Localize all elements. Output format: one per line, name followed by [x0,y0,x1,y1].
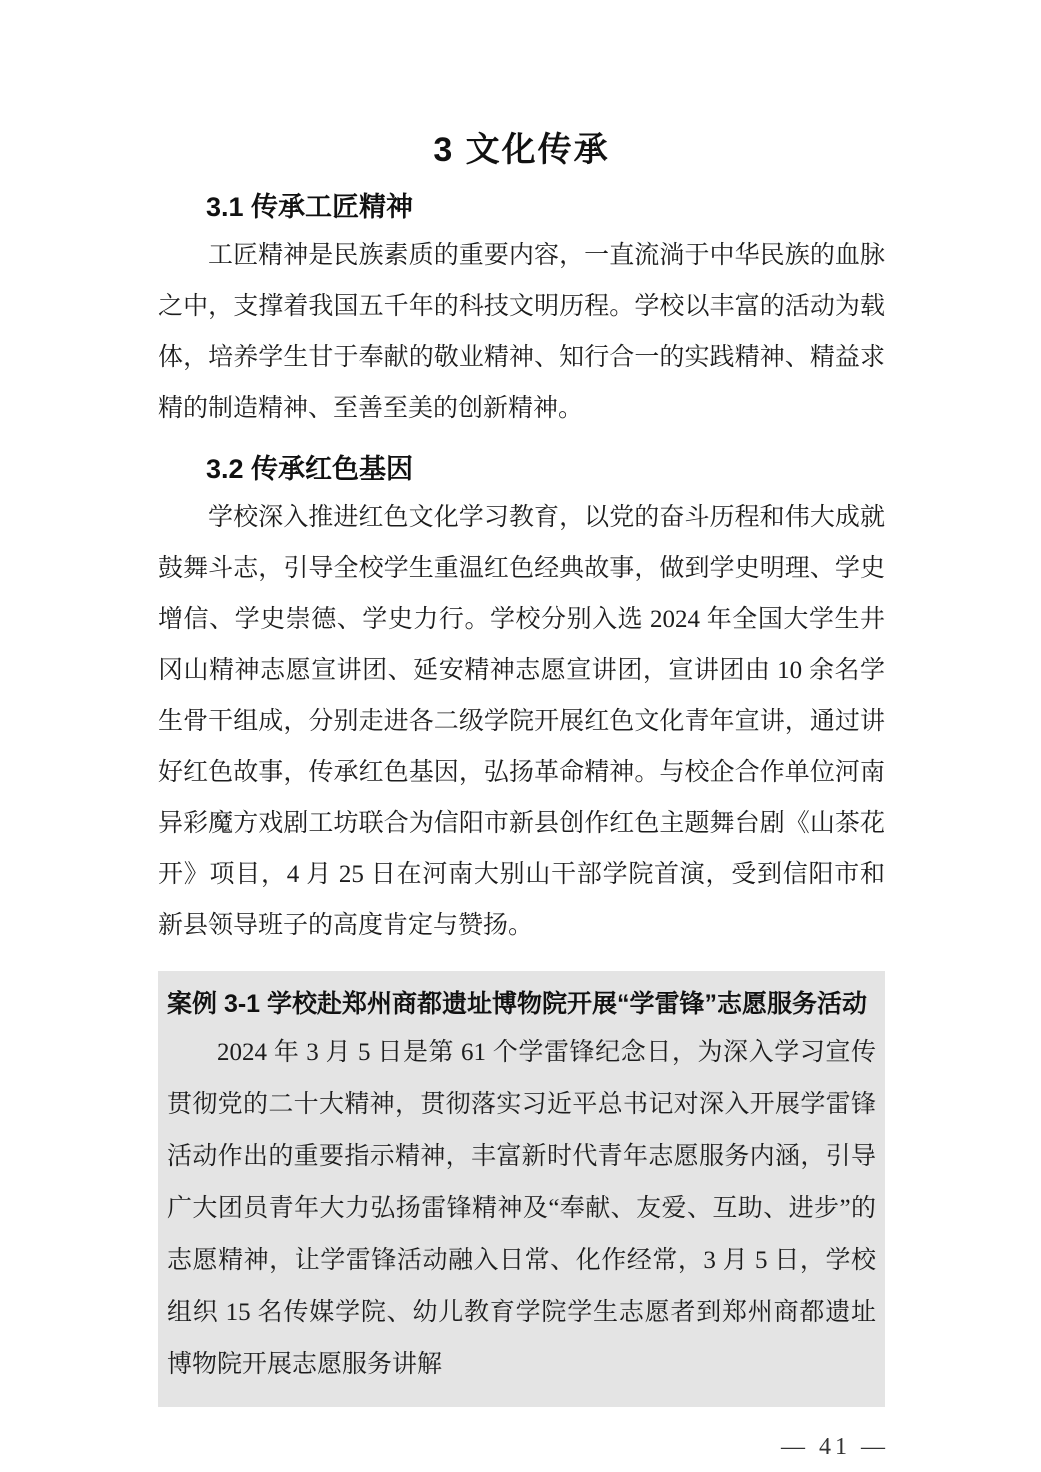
case-study-heading: 案例 3-1 学校赴郑州商都遗址博物院开展“学雷锋”志愿服务活动 [167,990,868,1018]
section-heading-3-2: 3.2 传承红色基因 [206,454,414,484]
section-3-2-paragraph: 学校深入推进红色文化学习教育，以党的奋斗历程和伟大成就鼓舞斗志，引导全校学生重温红色经典故事，做到学史明理、学史增信、学史崇德、学史力行。学校分别入选 2024 年全国大学生井冈山精神志愿宣讲团、延安精神志愿宣讲团，宣讲团由 10 余名学生骨干组成，分别走进各二级学院开展红色文化青年宣讲，通过讲好红色故事，传承红色基因，弘扬革命精神。与校企合作单位河南异彩魔方戏剧工坊联合为信阳市新县创作红色主题舞台剧《山茶花开》项目，4 月 25 日在河南大别山干部学院首演，受到信阳市和新县领导班子的高度肯定与赞扬。 [158,504,885,939]
chapter-title: 3 文化传承 [433,131,610,169]
section-heading-3-1: 3.1 传承工匠精神 [206,192,414,222]
case-study-paragraph: 2024 年 3 月 5 日是第 61 个学雷锋纪念日，为深入学习宣传贯彻党的二十大精神，贯彻落实习近平总书记对深入开展学雷锋活动作出的重要指示精神，丰富新时代青年志愿服务内涵，引导广大团员青年大力弘扬雷锋精神及“奉献、友爱、互助、进步”的志愿精神，让学雷锋活动融入日常、化作经常，3 月 5 日，学校组织 15 名传媒学院、幼儿教育学院学生志愿者到郑州商都遗址博物院开展志愿服务讲解 [167,1039,876,1378]
page-content [158,0,885,951]
section-3-1-paragraph: 工匠精神是民族素质的重要内容，一直流淌于中华民族的血脉之中，支撑着我国五千年的科技文明历程。学校以丰富的活动为载体，培养学生甘于奉献的敬业精神、知行合一的实践精神、精益求精的制造精神、至善至美的创新精神。 [158,242,885,422]
case-study-box [158,971,885,1407]
page-number: — 41 — [781,1434,889,1460]
